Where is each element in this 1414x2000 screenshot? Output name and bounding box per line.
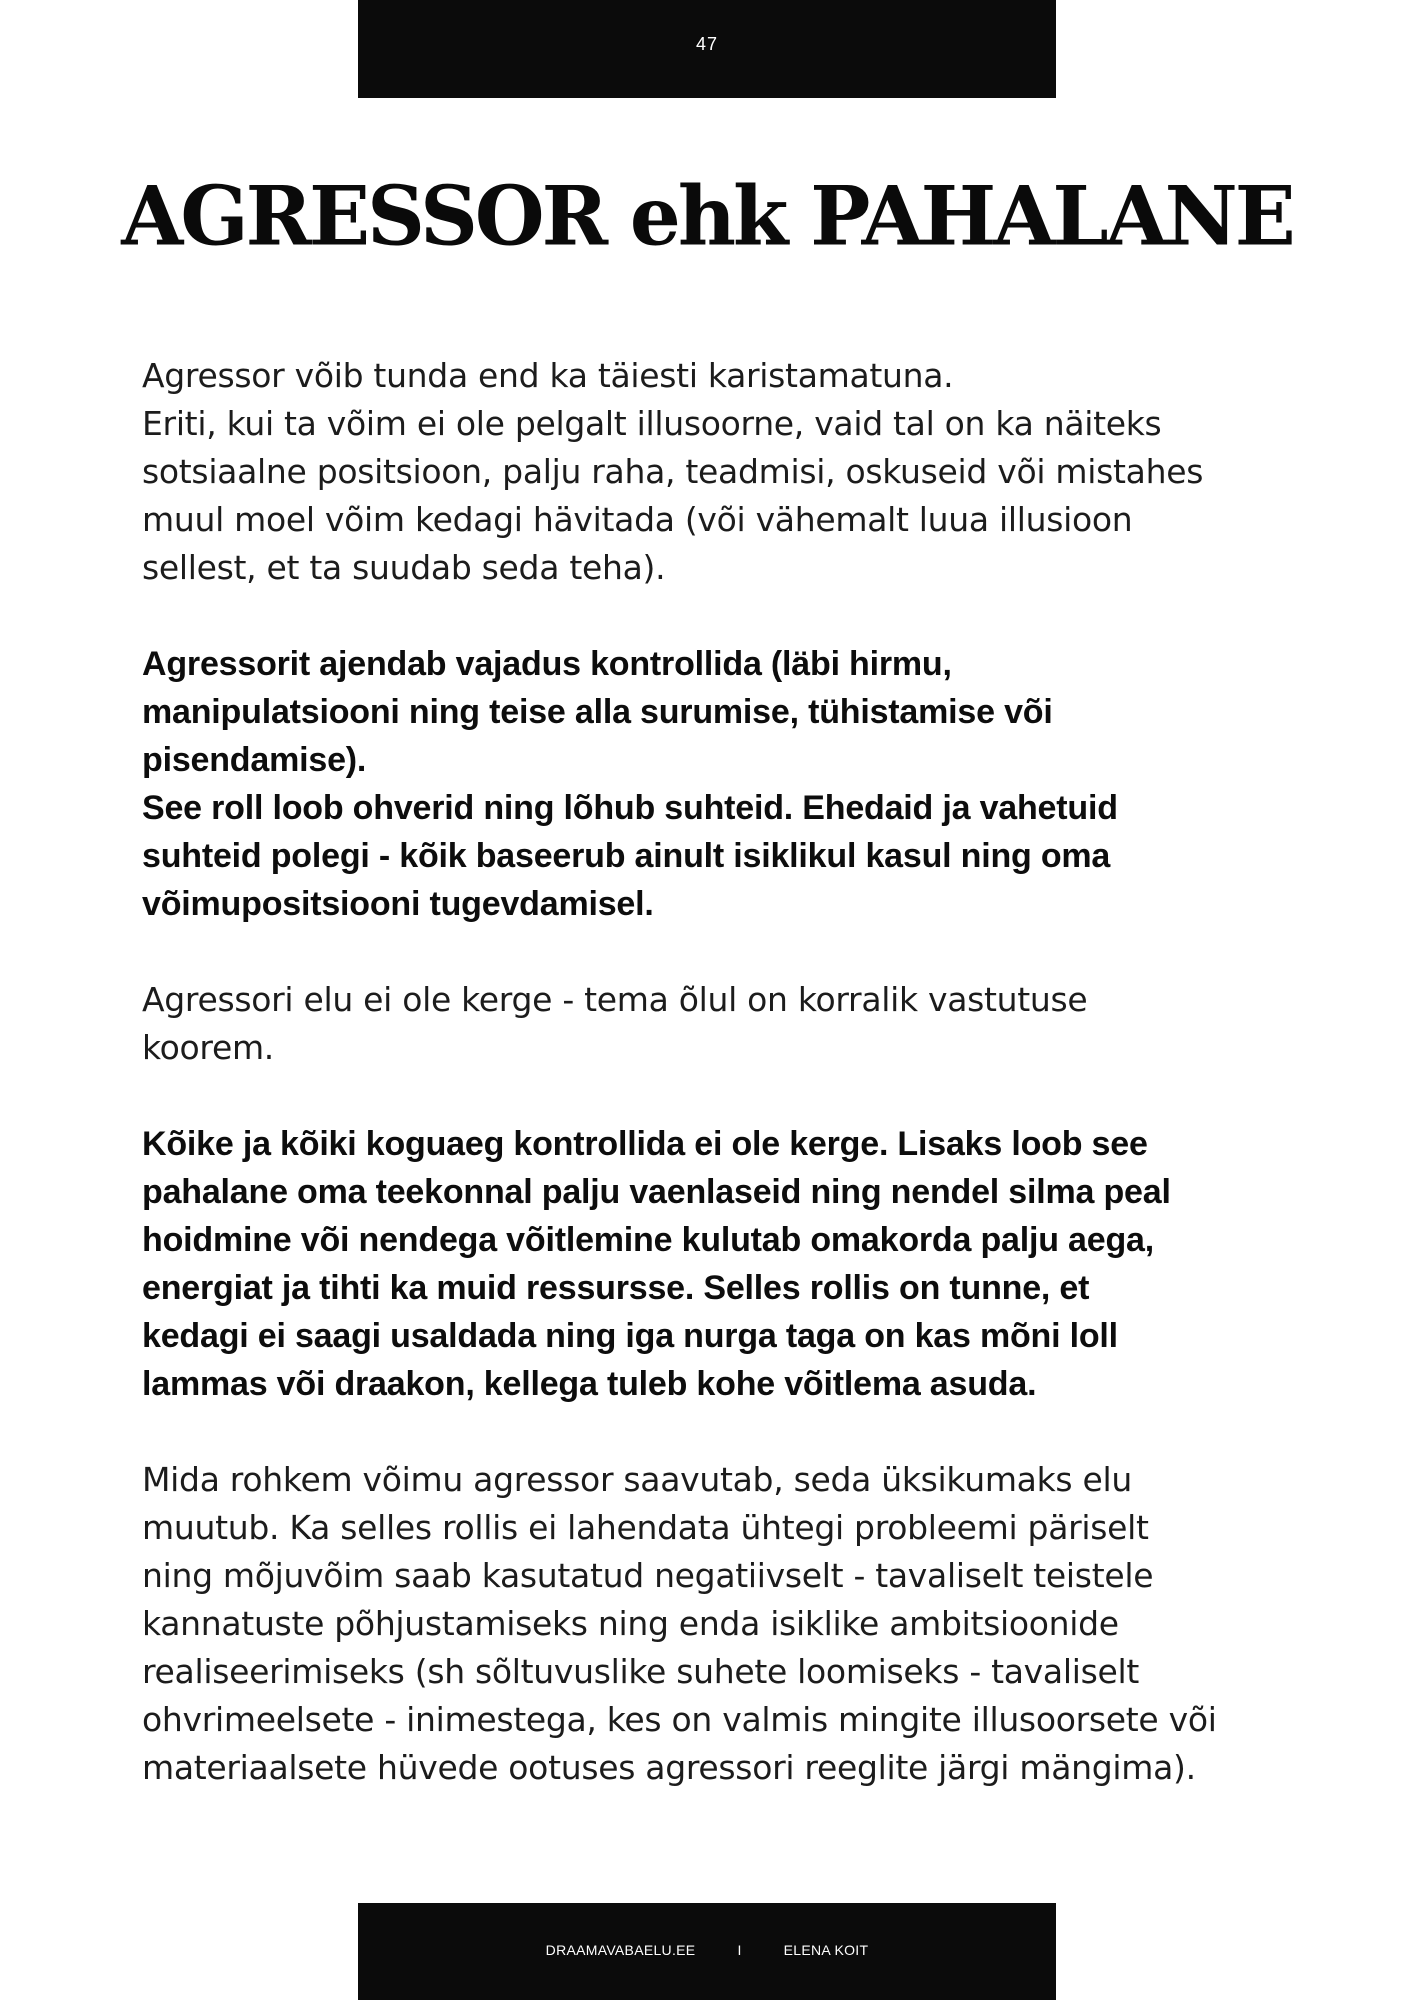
header-bar	[358, 0, 1056, 98]
footer-site: DRAAMAVABAELU.EE	[545, 1942, 696, 1958]
paragraph-burden: Agressori elu ei ole kerge - tema õlul on korralik vastutuse koorem.	[142, 980, 1088, 1067]
paragraph-enemies: Kõike ja kõiki koguaeg kontrollida ei ole kerge. Lisaks loob see pahalane oma teekonnal palju vaenlaseid ning nendel silma peal hoidmine või nendega võitlemine kulutab omakorda palju aega, energiat ja tihti ka muid ressursse. Selles rollis on tunne, et kedagi ei saagi usaldada ning iga nurga taga on kas mõni loll lammas või draakon, kellega tuleb kohe võitlema asuda.	[142, 1125, 1171, 1403]
paragraph-loneliness: Mida rohkem võimu agressor saavutab, seda üksikumaks elu muutub. Ka selles rollis ei lahendata ühtegi probleemi päriselt ning mõjuvõim saab kasutatud negatiivselt - tavaliselt teistele kannatuste põhjustamiseks ning enda isiklike ambitsioonide realiseerimiseks (sh sõltuvuslike suhete loomiseks - tavaliselt ohvrimeelsete - inimestega, kes on valmis mingite illusoorsete või materiaalsete hüvede ootuses agressori reeglite järgi mängima).	[142, 1460, 1217, 1787]
footer-row	[358, 1942, 1056, 1958]
footer-separator: I	[737, 1942, 742, 1958]
paragraph-control-need: Agressorit ajendab vajadus kontrollida (läbi hirmu, manipulatsiooni ning teise alla surumise, tühistamise või pisendamise). See roll loob ohverid ning lõhub suhteid. Ehedaid ja vahetuid suhteid polegi - kõik baseerub ainult isiklikul kasul ning oma võimupositsiooni tugevdamisel.	[142, 645, 1118, 923]
body-text	[142, 352, 1292, 1840]
footer-bar	[358, 1903, 1056, 2000]
page-number: 47	[695, 34, 719, 54]
paragraph-intro: Agressor võib tunda end ka täiesti karistamatuna. Eriti, kui ta võim ei ole pelgalt illusoorne, vaid tal on ka näiteks sotsiaalne positsioon, palju raha, teadmisi, oskuseid või mistahes muul moel võim kedagi hävitada (või vähemalt luua illusioon sellest, et ta suudab seda teha).	[142, 356, 1204, 587]
footer-author: ELENA KOIT	[783, 1942, 869, 1958]
page-title: AGRESSOR ehk PAHALANE	[121, 168, 1293, 264]
